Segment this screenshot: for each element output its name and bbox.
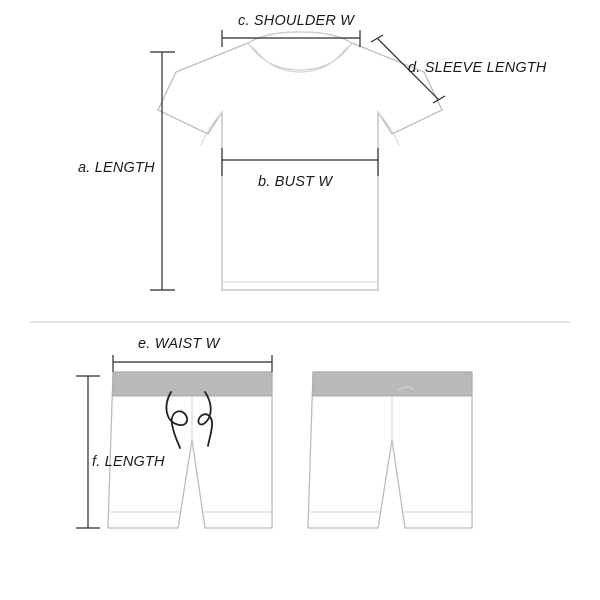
tshirt-graphic [158,32,442,290]
shorts-back-waistband [313,372,472,396]
label-sleeve-length: d. SLEEVE LENGTH [408,60,547,76]
label-body-length: a. LENGTH [78,160,155,176]
shorts-back-graphic [308,372,472,528]
waist-width-dimension [113,355,272,372]
shorts-front-waistband [113,372,272,396]
shorts-length-dimension [76,376,100,528]
label-shorts-length: f. LENGTH [92,454,165,470]
label-bust-width: b. BUST W [258,174,333,190]
tshirt-outline [158,32,442,290]
shorts-panel [76,336,472,528]
label-shoulder-width: c. SHOULDER W [238,13,355,29]
tshirt-panel [78,13,547,290]
shorts-front-graphic [108,372,272,528]
label-waist-width: e. WAIST W [138,336,220,352]
